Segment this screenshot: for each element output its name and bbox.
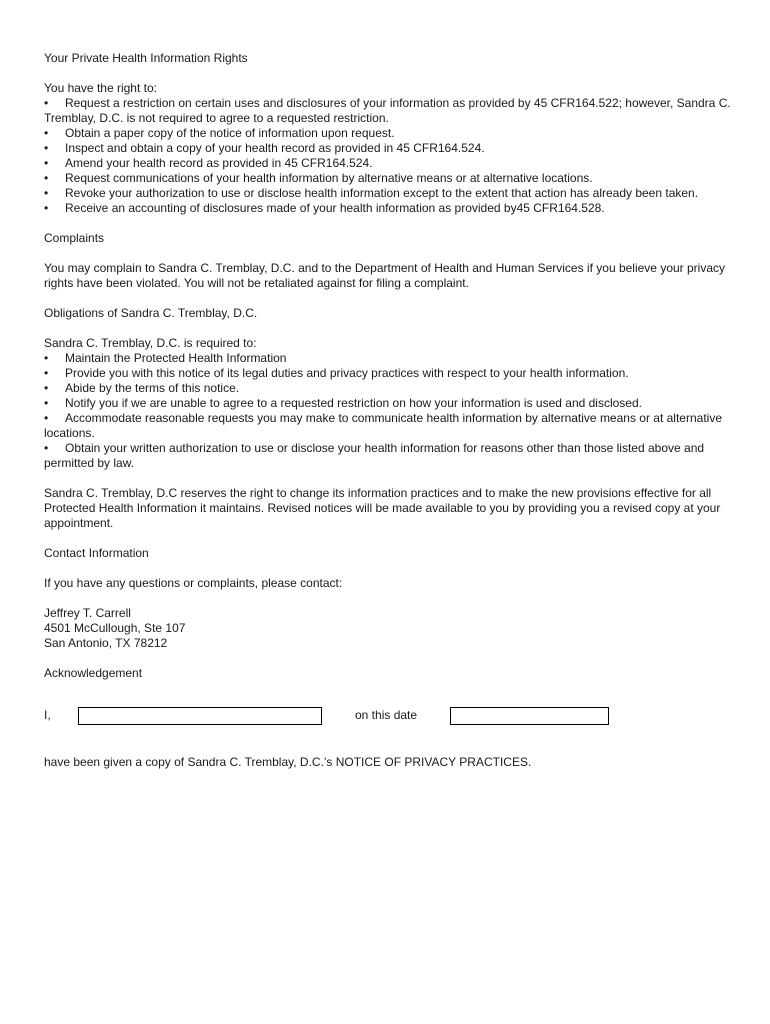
list-item: • Obtain your written authorization to use or disclose your health information for reasons other than those listed above and permitted by law. [44, 441, 705, 470]
bullet-icon: • [44, 126, 49, 140]
complaints-heading: Complaints [44, 231, 105, 245]
obligations-intro: Sandra C. Tremblay, D.C. is required to: [44, 336, 257, 350]
list-item: • Request a restriction on certain uses and disclosures of your information as provided by 45 CFR164.522; however, Sandra C. Tremblay, D.C. is not required to agree to a requested restriction. [44, 96, 731, 125]
contact-heading: Contact Information [44, 546, 149, 560]
obligations-heading: Obligations of Sandra C. Tremblay, D.C. [44, 306, 258, 320]
obligations-list [44, 351, 734, 471]
i-label: I, [44, 708, 51, 722]
date-field[interactable] [450, 707, 609, 725]
list-item: • Obtain a paper copy of the notice of information upon request. [44, 126, 395, 140]
acknowledgement-closing: have been given a copy of Sandra C. Tremblay, D.C.’s NOTICE OF PRIVACY PRACTICES. [44, 755, 532, 769]
document-body [44, 51, 734, 681]
bullet-icon: • [44, 441, 49, 455]
bullet-icon: • [44, 96, 49, 110]
contact-name: Jeffrey T. Carrell [44, 606, 131, 620]
contact-address-line2: San Antonio, TX 78212 [44, 636, 168, 650]
contact-address-line1: 4501 McCullough, Ste 107 [44, 621, 186, 635]
list-item: • Abide by the terms of this notice. [44, 381, 240, 395]
patient-name-field[interactable] [78, 707, 322, 725]
list-item: • Inspect and obtain a copy of your health record as provided in 45 CFR164.524. [44, 141, 485, 155]
contact-intro: If you have any questions or complaints, please contact: [44, 576, 343, 590]
bullet-icon: • [44, 201, 49, 215]
bullet-icon: • [44, 366, 49, 380]
list-item: • Provide you with this notice of its legal duties and privacy practices with respect to your health information. [44, 366, 629, 380]
list-item: • Request communications of your health information by alternative means or at alternative locations. [44, 171, 593, 185]
bullet-icon: • [44, 351, 49, 365]
list-item: • Amend your health record as provided in 45 CFR164.524. [44, 156, 373, 170]
bullet-icon: • [44, 186, 49, 200]
bullet-icon: • [44, 156, 49, 170]
bullet-icon: • [44, 141, 49, 155]
complaints-body: You may complain to Sandra C. Tremblay, D.C. and to the Department of Health and Human Services if you believe your privacy rights have been violated. You will not be retaliated against for filing a complaint. [44, 261, 725, 290]
bullet-icon: • [44, 171, 49, 185]
bullet-icon: • [44, 396, 49, 410]
list-item: • Receive an accounting of disclosures made of your health information as provided by45 CFR164.528. [44, 201, 605, 215]
rights-list [44, 96, 734, 216]
list-item: • Revoke your authorization to use or disclose health information except to the extent that action has already been taken. [44, 186, 699, 200]
reserve-body: Sandra C. Tremblay, D.C reserves the right to change its information practices and to make the new provisions effective for all Protected Health Information it maintains. Revised notices will be made available to you by providing you a revised copy at your appointment. [44, 486, 721, 530]
rights-intro: You have the right to: [44, 81, 157, 95]
rights-heading: Your Private Health Information Rights [44, 51, 248, 65]
list-item: • Accommodate reasonable requests you may make to communicate health information by alternative means or at alternative locations. [44, 411, 722, 440]
list-item: • Notify you if we are unable to agree to a requested restriction on how your information is used and disclosed. [44, 396, 642, 410]
bullet-icon: • [44, 381, 49, 395]
bullet-icon: • [44, 411, 49, 425]
acknowledgement-row [44, 707, 734, 725]
acknowledgement-heading: Acknowledgement [44, 666, 143, 680]
list-item: • Maintain the Protected Health Information [44, 351, 287, 365]
date-label: on this date [355, 708, 418, 722]
